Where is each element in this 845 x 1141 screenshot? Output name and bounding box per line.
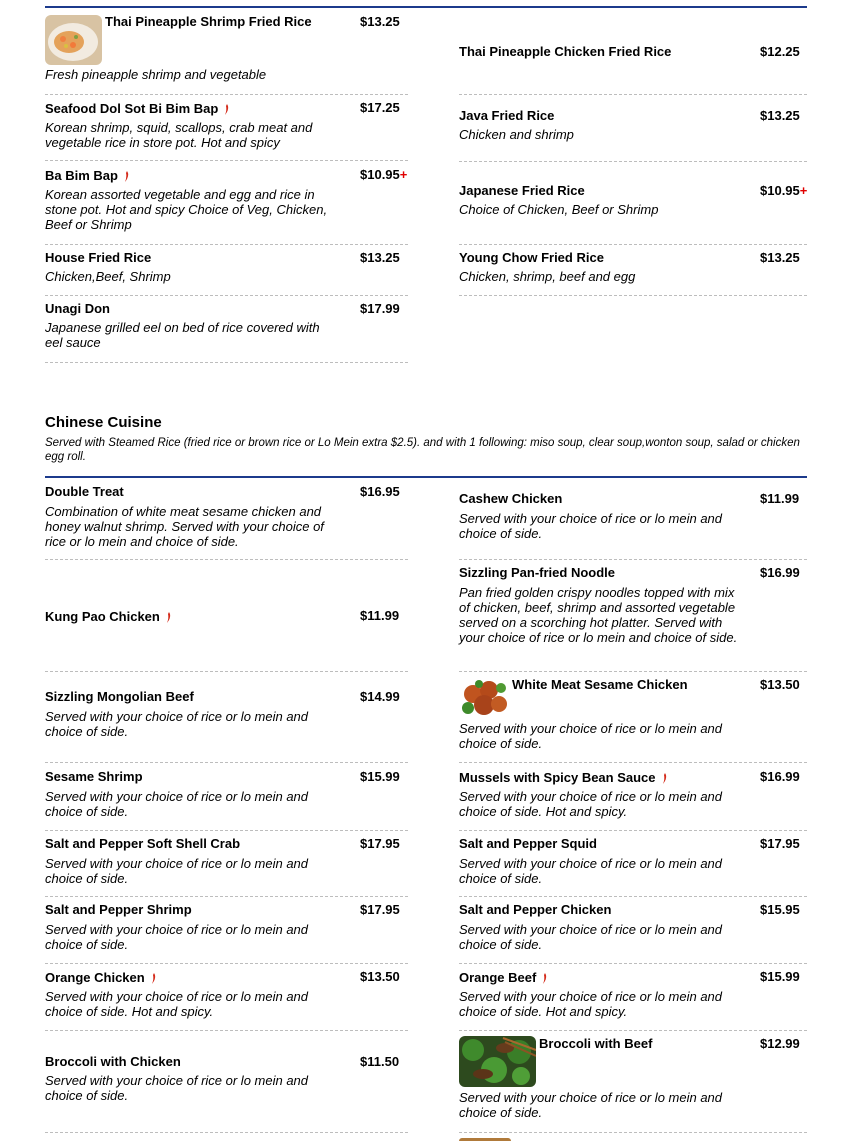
section-subtitle: Served with Steamed Rice (fried rice or brown rice or Lo Mein extra $2.5). and with 1 following: miso soup, clear soup,wonton soup, salad or chicken egg roll.: [45, 437, 800, 463]
item-price: $13.25: [760, 108, 800, 123]
chili-pepper-icon: [124, 171, 130, 182]
item-description: Chicken and shrimp: [459, 127, 574, 142]
chili-pepper-icon: [224, 104, 230, 115]
menu-item[interactable]: [459, 902, 807, 964]
item-description: Served with your choice of rice or lo mein and choice of side.: [459, 856, 723, 886]
section-title: Chinese Cuisine: [45, 414, 162, 431]
item-name-row: [45, 168, 130, 184]
menu-item[interactable]: [459, 565, 807, 672]
item-description: Served with your choice of rice or lo mein and choice of side. Hot and spicy.: [45, 989, 309, 1019]
item-price: $13.50: [760, 677, 800, 692]
item-name: Sesame Shrimp: [45, 769, 143, 784]
menu-item[interactable]: [459, 1036, 807, 1133]
item-name-row: [45, 970, 157, 986]
item-price: $13.50: [360, 969, 400, 984]
menu-item[interactable]: [45, 100, 408, 161]
item-name: Thai Pineapple Chicken Fried Rice: [459, 44, 672, 59]
item-price: $12.25: [760, 44, 800, 59]
menu-item[interactable]: [459, 250, 807, 296]
item-name: House Fried Rice: [45, 250, 152, 265]
menu-item[interactable]: [45, 565, 408, 672]
item-description: Served with your choice of rice or lo mein and choice of side.: [45, 856, 309, 886]
item-description: Pan fried golden crispy noodles topped with mix of chicken, beef, shrimp and assorted vegetable served on a scorching hot platter. Served with your choice of rice or lo mein and choice of side.: [459, 585, 738, 645]
item-price: $13.25: [760, 250, 800, 265]
item-name-row: [45, 101, 230, 117]
item-name: Thai Pineapple Shrimp Fried Rice: [105, 14, 312, 29]
item-description: Fresh pineapple shrimp and vegetable: [45, 67, 267, 82]
menu-item[interactable]: [45, 301, 408, 363]
item-price: $17.95: [760, 836, 800, 851]
menu-item[interactable]: [45, 769, 408, 831]
item-name: Ba Bim Bap: [45, 168, 118, 183]
item-description: Korean shrimp, squid, scallops, crab meat and vegetable rice in store pot. Hot and spicy: [45, 120, 313, 150]
menu-item[interactable]: [45, 484, 408, 560]
item-description: Served with your choice of rice or lo mein and choice of side.: [45, 922, 309, 952]
menu-item[interactable]: [459, 14, 807, 95]
item-price: $16.95: [360, 484, 400, 499]
chili-pepper-icon: [662, 773, 668, 784]
item-price: $12.99: [760, 1036, 800, 1051]
item-description: Choice of Chicken, Beef or Shrimp: [459, 202, 659, 217]
menu-item[interactable]: [45, 14, 408, 95]
item-name: White Meat Sesame Chicken: [512, 677, 688, 692]
item-price-row: [760, 183, 807, 199]
item-price: $17.95: [360, 836, 400, 851]
sesame-chicken-photo: [459, 678, 509, 718]
item-name: Sizzling Mongolian Beef: [45, 689, 194, 704]
menu-item[interactable]: [45, 167, 408, 245]
item-price: $15.95: [760, 902, 800, 917]
item-name: Kung Pao Chicken: [45, 609, 160, 624]
item-name: Orange Chicken: [45, 970, 145, 985]
item-price: $16.99: [760, 769, 800, 784]
item-description: Served with your choice of rice or lo mein and choice of side.: [45, 1073, 309, 1103]
item-price: $10.95: [760, 183, 800, 198]
chili-pepper-icon: [166, 612, 172, 623]
item-name: Salt and Pepper Soft Shell Crab: [45, 836, 241, 851]
item-name: Broccoli with Chicken: [45, 1054, 181, 1069]
item-price: $14.99: [360, 689, 400, 704]
item-name: Mussels with Spicy Bean Sauce: [459, 770, 656, 785]
item-name: Double Treat: [45, 484, 124, 499]
item-name: Java Fried Rice: [459, 108, 555, 123]
item-description: Chicken, shrimp, beef and egg: [459, 269, 636, 284]
item-description: Chicken,Beef, Shrimp: [45, 269, 171, 284]
item-description: Japanese grilled eel on bed of rice covered with eel sauce: [45, 320, 320, 350]
item-price: $11.50: [360, 1054, 400, 1069]
item-price: $11.99: [360, 608, 400, 623]
menu-item[interactable]: [459, 183, 807, 245]
item-price: $11.99: [760, 491, 800, 506]
item-price: $17.99: [360, 301, 400, 316]
section-divider-top: [45, 6, 807, 8]
item-name: Unagi Don: [45, 301, 110, 316]
price-plus-sign: +: [799, 183, 808, 198]
item-name: Japanese Fried Rice: [459, 183, 585, 198]
item-name-row: [45, 609, 172, 625]
chili-pepper-icon: [151, 973, 157, 984]
menu-item[interactable]: [459, 836, 807, 897]
menu-item[interactable]: [459, 969, 807, 1031]
item-name: Broccoli with Beef: [539, 1036, 653, 1051]
item-name: Young Chow Fried Rice: [459, 250, 604, 265]
chili-pepper-icon: [542, 973, 548, 984]
item-description: Served with your choice of rice or lo mein and choice of side.: [459, 922, 723, 952]
item-name: Sizzling Pan-fried Noodle: [459, 565, 616, 580]
item-price: $17.95: [360, 902, 400, 917]
item-name: Salt and Pepper Squid: [459, 836, 597, 851]
item-price-row: [360, 167, 407, 183]
item-name: Seafood Dol Sot Bi Bim Bap: [45, 101, 219, 116]
item-name-row: [459, 770, 668, 786]
item-description: Served with your choice of rice or lo mein and choice of side.: [45, 709, 309, 739]
item-price: $15.99: [360, 769, 400, 784]
item-name: Salt and Pepper Shrimp: [45, 902, 192, 917]
price-plus-sign: +: [399, 167, 408, 182]
menu-item[interactable]: [45, 1036, 408, 1133]
item-name: Orange Beef: [459, 970, 537, 985]
menu-item[interactable]: [45, 836, 408, 897]
menu-item[interactable]: [45, 902, 408, 964]
menu-item[interactable]: [459, 108, 807, 162]
item-price: $13.25: [360, 250, 400, 265]
menu-item[interactable]: [459, 769, 807, 831]
broccoli-beef-photo: [459, 1036, 536, 1087]
item-description: Served with your choice of rice or lo mein and choice of side. Hot and spicy.: [459, 789, 723, 819]
menu-item[interactable]: [45, 689, 408, 763]
item-description: Served with your choice of rice or lo mein and choice of side.: [45, 789, 309, 819]
menu-item[interactable]: [459, 677, 807, 763]
item-price: $13.25: [360, 14, 400, 29]
item-description: Served with your choice of rice or lo mein and choice of side.: [459, 721, 723, 751]
menu-item[interactable]: [459, 491, 807, 560]
shrimp-fried-rice-photo: [45, 15, 102, 65]
section-divider: [45, 476, 807, 478]
item-name: Salt and Pepper Chicken: [459, 902, 612, 917]
item-name: Cashew Chicken: [459, 491, 563, 506]
item-description: Served with your choice of rice or lo mein and choice of side. Hot and spicy.: [459, 989, 723, 1019]
item-description: Korean assorted vegetable and egg and rice in stone pot. Hot and spicy Choice of Veg, Chicken, Beef or Shrimp: [45, 187, 328, 232]
item-name-row: [459, 970, 548, 986]
item-price: $15.99: [760, 969, 800, 984]
item-description: Combination of white meat sesame chicken and honey walnut shrimp. Served with your choice of rice or lo mein and choice of side.: [45, 504, 324, 549]
item-price: $10.95: [360, 167, 400, 182]
item-price: $16.99: [760, 565, 800, 580]
item-description: Served with your choice of rice or lo mein and choice of side.: [459, 511, 723, 541]
item-price: $17.25: [360, 100, 400, 115]
menu-item[interactable]: [45, 969, 408, 1031]
menu-item[interactable]: [45, 250, 408, 296]
item-description: Served with your choice of rice or lo mein and choice of side.: [459, 1090, 723, 1120]
